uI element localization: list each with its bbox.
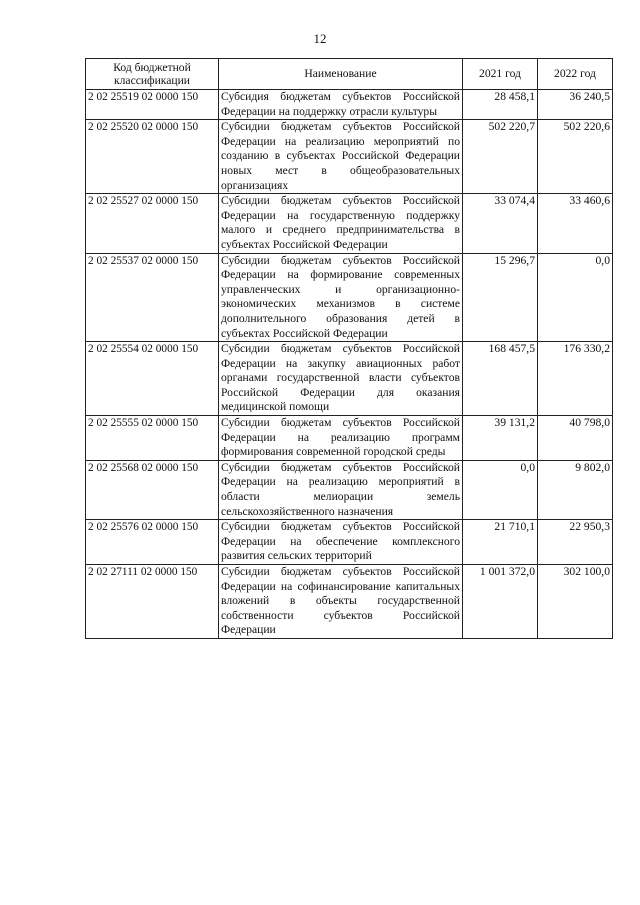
budget-code: 2 02 25520 02 0000 150 (86, 120, 219, 194)
header-year-2021: 2021 год (463, 59, 538, 90)
amount-2022: 40 798,0 (538, 416, 613, 461)
amount-2022: 36 240,5 (538, 90, 613, 120)
amount-2021: 0,0 (463, 460, 538, 519)
table-row (86, 520, 613, 565)
budget-code: 2 02 25555 02 0000 150 (86, 416, 219, 461)
amount-2022: 9 802,0 (538, 460, 613, 519)
budget-code: 2 02 25568 02 0000 150 (86, 460, 219, 519)
budget-code: 2 02 25527 02 0000 150 (86, 194, 219, 253)
table-row (86, 565, 613, 639)
item-name: Субсидии бюджетам субъектов Российской Федерации на софинансирование капитальных вложений в объекты государственной собственности субъектов Российской Федерации (219, 565, 463, 639)
table-row (86, 194, 613, 253)
amount-2021: 1 001 372,0 (463, 565, 538, 639)
table-header-row (86, 59, 613, 90)
item-name: Субсидии бюджетам субъектов Российской Федерации на реализацию мероприятий по созданию в субъектах Российской Федерации новых мест в общеобразовательных организациях (219, 120, 463, 194)
item-name: Субсидия бюджетам субъектов Российской Федерации на поддержку отрасли культуры (219, 90, 463, 120)
budget-code: 2 02 27111 02 0000 150 (86, 565, 219, 639)
amount-2021: 502 220,7 (463, 120, 538, 194)
amount-2022: 33 460,6 (538, 194, 613, 253)
amount-2021: 33 074,4 (463, 194, 538, 253)
page-number: 12 (313, 31, 327, 46)
table-row (86, 342, 613, 416)
amount-2022: 0,0 (538, 253, 613, 342)
amount-2021: 39 131,2 (463, 416, 538, 461)
budget-code: 2 02 25554 02 0000 150 (86, 342, 219, 416)
item-name: Субсидии бюджетам субъектов Российской Федерации на государственную поддержку малого и среднего предпринимательства в субъектах Российской Федерации (219, 194, 463, 253)
amount-2022: 22 950,3 (538, 520, 613, 565)
header-year-2022: 2022 год (538, 59, 613, 90)
table-row (86, 416, 613, 461)
item-name: Субсидии бюджетам субъектов Российской Федерации на закупку авиационных работ органами государственной власти субъектов Российской Федерации для оказания медицинской помощи (219, 342, 463, 416)
budget-table (85, 58, 613, 639)
item-name: Субсидии бюджетам субъектов Российской Федерации на реализацию мероприятий в области мелиорации земель сельскохозяйственного назначения (219, 460, 463, 519)
amount-2021: 28 458,1 (463, 90, 538, 120)
amount-2022: 302 100,0 (538, 565, 613, 639)
amount-2021: 21 710,1 (463, 520, 538, 565)
amount-2021: 15 296,7 (463, 253, 538, 342)
item-name: Субсидии бюджетам субъектов Российской Федерации на обеспечение комплексного развития сельских территорий (219, 520, 463, 565)
budget-code: 2 02 25519 02 0000 150 (86, 90, 219, 120)
table-row (86, 460, 613, 519)
item-name: Субсидии бюджетам субъектов Российской Федерации на реализацию программ формирования современной городской среды (219, 416, 463, 461)
table-row (86, 253, 613, 342)
budget-code: 2 02 25537 02 0000 150 (86, 253, 219, 342)
table-row (86, 120, 613, 194)
header-name: Наименование (219, 59, 463, 90)
header-code: Код бюджетной классификации (86, 59, 219, 90)
amount-2022: 176 330,2 (538, 342, 613, 416)
item-name: Субсидии бюджетам субъектов Российской Федерации на формирование современных управленческих и организационно-экономических механизмов в системе дополнительного образования детей в субъектах Российской Федерации (219, 253, 463, 342)
amount-2021: 168 457,5 (463, 342, 538, 416)
budget-code: 2 02 25576 02 0000 150 (86, 520, 219, 565)
table-row (86, 90, 613, 120)
amount-2022: 502 220,6 (538, 120, 613, 194)
